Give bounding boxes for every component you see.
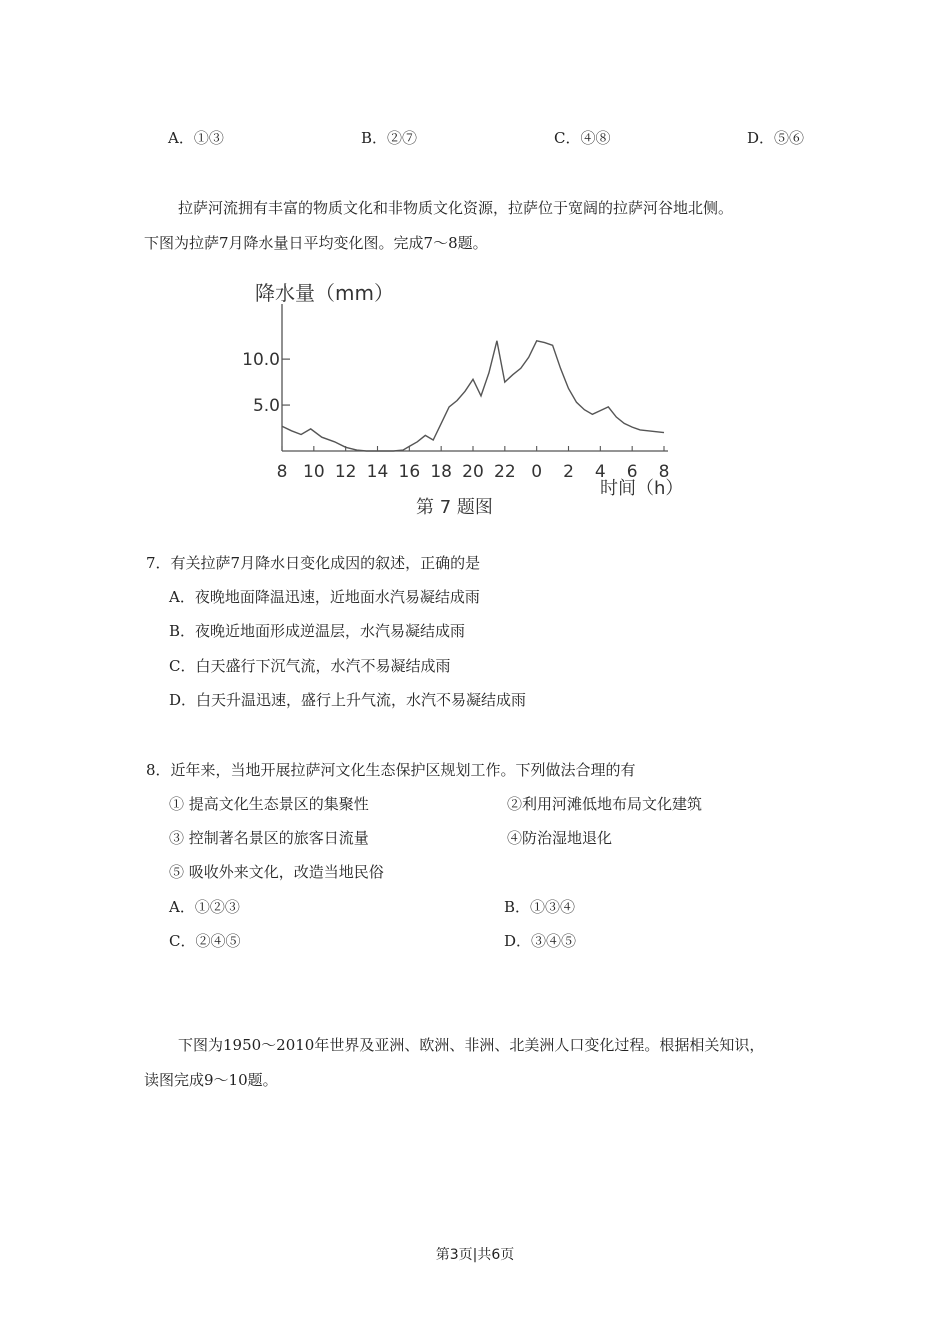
prev-option-a: A．①③ (168, 129, 224, 147)
x-tick-label: 6 (626, 462, 638, 482)
q8-item-1: ① 提高文化生态景区的集聚性 (169, 795, 369, 813)
intro-7-8-line2: 下图为拉萨7月降水量日平均变化图。完成7～8题。 (144, 234, 488, 252)
prev-option-b: B．②⑦ (361, 129, 418, 147)
q7-stem: 7．有关拉萨7月降水日变化成因的叙述，正确的是 (146, 554, 481, 572)
q7-option-a: A．夜晚地面降温迅速，近地面水汽易凝结成雨 (169, 588, 480, 606)
chart-xlabel: 时间（h） (600, 478, 684, 499)
x-tick-label: 8 (276, 462, 288, 482)
q7-option-d: D．白天升温迅速，盛行上升气流，水汽不易凝结成雨 (169, 691, 527, 709)
q8-item-2: ②利用河滩低地布局文化建筑 (507, 795, 703, 813)
x-tick-label: 16 (398, 462, 421, 482)
q8-option-b: B．①③④ (504, 898, 576, 916)
page-footer: 第3页|共6页 (435, 1247, 515, 1263)
x-tick-label: 14 (366, 462, 389, 482)
x-tick-label: 12 (334, 462, 357, 482)
q7-option-b: B．夜晚近地面形成逆温层，水汽易凝结成雨 (169, 622, 466, 640)
x-tick-label: 18 (430, 462, 452, 482)
x-tick-label: 2 (563, 462, 574, 482)
x-tick-label: 22 (494, 462, 516, 482)
q8-option-a: A．①②③ (169, 898, 240, 916)
q7-option-c: C．白天盛行下沉气流，水汽不易凝结成雨 (169, 657, 451, 675)
q8-stem: 8．近年来，当地开展拉萨河文化生态保护区规划工作。下列做法合理的有 (146, 761, 636, 779)
q8-item-5: ⑤ 吸收外来文化，改造当地民俗 (169, 863, 384, 881)
x-tick-label: 4 (594, 462, 606, 482)
series-line (282, 341, 664, 451)
x-tick-label: 0 (531, 462, 543, 482)
precipitation-chart (238, 270, 708, 520)
q8-item-4: ④防治湿地退化 (507, 829, 613, 847)
x-tick-label: 10 (303, 462, 325, 482)
intro-9-10-line2: 读图完成9～10题。 (144, 1071, 278, 1089)
intro-9-10-line1: 下图为1950～2010年世界及亚洲、欧洲、非洲、北美洲人口变化过程。根据相关知识， (178, 1036, 765, 1054)
x-tick-label: 20 (462, 462, 484, 482)
chart-ylabel: 降水量（mm） (255, 281, 394, 305)
q8-option-c: C．②④⑤ (169, 932, 241, 950)
prev-option-d: D．⑤⑥ (747, 129, 805, 147)
y-tick-label: 5.0 (252, 396, 280, 417)
chart-title: 第 7 题图 (416, 497, 493, 518)
q8-option-d: D．③④⑤ (504, 932, 577, 950)
x-tick-label: 8 (658, 462, 670, 482)
q8-item-3: ③ 控制著名景区的旅客日流量 (169, 829, 369, 847)
prev-option-c: C．④⑧ (554, 129, 611, 147)
y-tick-label: 10.0 (242, 350, 280, 371)
intro-7-8-line1: 拉萨河流拥有丰富的物质文化和非物质文化资源，拉萨位于宽阔的拉萨河谷地北侧。 (178, 199, 734, 217)
